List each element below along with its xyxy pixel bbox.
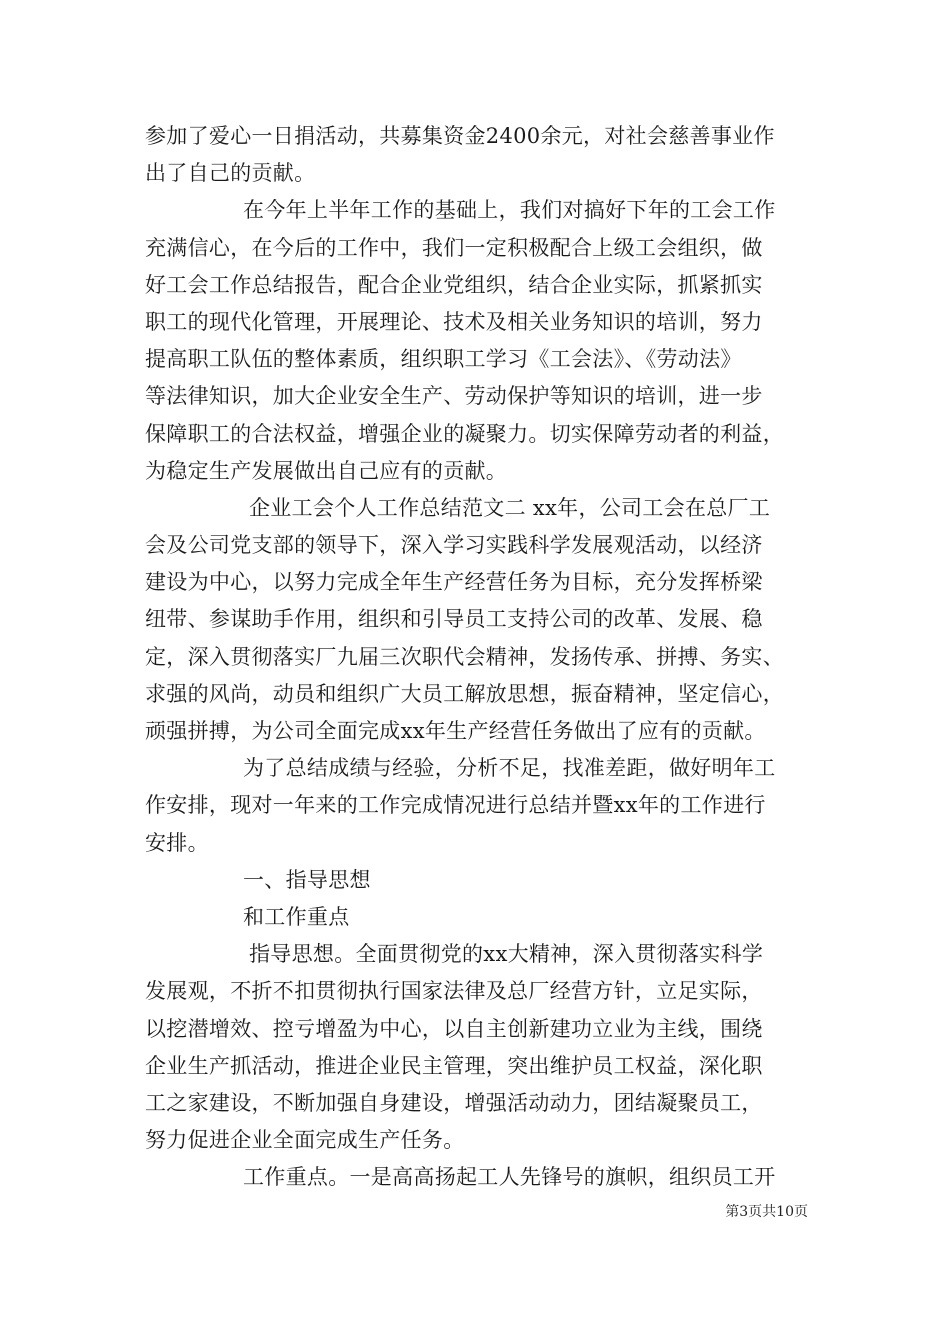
text-line: 定，深入贯彻落实厂九届三次职代会精神，发扬传承、拼搏、务实、 bbox=[145, 644, 784, 669]
text-line: 会及公司党支部的领导下，深入学习实践科学发展观活动，以经济 bbox=[145, 533, 763, 558]
text-line: 参加了爱心一日捐活动，共募集资金2400余元，对社会慈善事业作 bbox=[145, 124, 775, 148]
section-heading bbox=[145, 862, 810, 899]
text-line: 工作重点。一是高高扬起工人先锋号的旗帜，组织员工开 bbox=[243, 1165, 776, 1190]
text-line: 工之家建设，不断加强自身建设，增强活动动力，团结凝聚员工， bbox=[145, 1090, 763, 1115]
text-line: 在今年上半年工作的基础上，我们对搞好下年的工会工作 bbox=[243, 198, 776, 223]
text-line: 求强的风尚，动员和组织广大员工解放思想，振奋精神，坚定信心， bbox=[145, 681, 784, 706]
text-line: 为了总结成绩与经验，分析不足，找准差距，做好明年工 bbox=[243, 756, 776, 781]
paragraph-3 bbox=[145, 490, 810, 750]
document-body bbox=[145, 118, 810, 1196]
text-line: 建设为中心，以努力完成全年生产经营任务为目标，充分发挥桥梁 bbox=[145, 570, 763, 595]
text-line: 发展观，不折不扣贯彻执行国家法律及总厂经营方针，立足实际， bbox=[145, 979, 763, 1004]
text-line: 一、指导思想 bbox=[243, 867, 371, 892]
text-line: 充满信心，在今后的工作中，我们一定积极配合上级工会组织，做 bbox=[145, 235, 763, 260]
text-line: 纽带、参谋助手作用，组织和引导员工支持公司的改革、发展、稳 bbox=[145, 607, 763, 632]
paragraph-guiding-thought bbox=[145, 936, 810, 1159]
paragraph-2 bbox=[145, 192, 810, 490]
text-line: 指导思想。全面贯彻党的xx大精神，深入贯彻落实科学 bbox=[249, 942, 764, 967]
text-line: 保障职工的合法权益，增强企业的凝聚力。切实保障劳动者的利益， bbox=[145, 421, 784, 446]
text-line: 为稳定生产发展做出自己应有的贡献。 bbox=[145, 458, 508, 483]
text-line: 作安排，现对一年来的工作完成情况进行总结并暨xx年的工作进行 bbox=[145, 793, 766, 818]
text-line: 好工会工作总结报告，配合企业党组织，结合企业实际，抓紧抓实 bbox=[145, 272, 763, 297]
paragraph-work-focus bbox=[145, 1159, 810, 1196]
page-indicator: 第3页共10页 bbox=[725, 1204, 808, 1220]
text-line: 努力促进企业全面完成生产任务。 bbox=[145, 1128, 465, 1153]
text-line: 职工的现代化管理，开展理论、技术及相关业务知识的培训，努力 bbox=[145, 309, 763, 334]
text-line: 企业生产抓活动，推进企业民主管理，突出维护员工权益，深化职 bbox=[145, 1053, 763, 1078]
text-line: 出了自己的贡献。 bbox=[145, 161, 316, 186]
text-line: 和工作重点 bbox=[243, 904, 350, 929]
text-line: 以挖潜增效、控亏增盈为中心，以自主创新建功立业为主线，围绕 bbox=[145, 1016, 763, 1041]
text-line: 企业工会个人工作总结范文二 xx年，公司工会在总厂工 bbox=[249, 495, 771, 520]
text-line: 顽强拼搏，为公司全面完成xx年生产经营任务做出了应有的贡献。 bbox=[145, 719, 766, 743]
text-line: 提高职工队伍的整体素质，组织职工学习《工会法》、《劳动法》 bbox=[145, 347, 742, 372]
text-line: 安排。 bbox=[145, 830, 209, 855]
paragraph-4 bbox=[145, 750, 810, 862]
paragraph-1 bbox=[145, 118, 810, 192]
section-subheading bbox=[145, 899, 810, 936]
text-line: 等法律知识，加大企业安全生产、劳动保护等知识的培训，进一步 bbox=[145, 384, 763, 409]
